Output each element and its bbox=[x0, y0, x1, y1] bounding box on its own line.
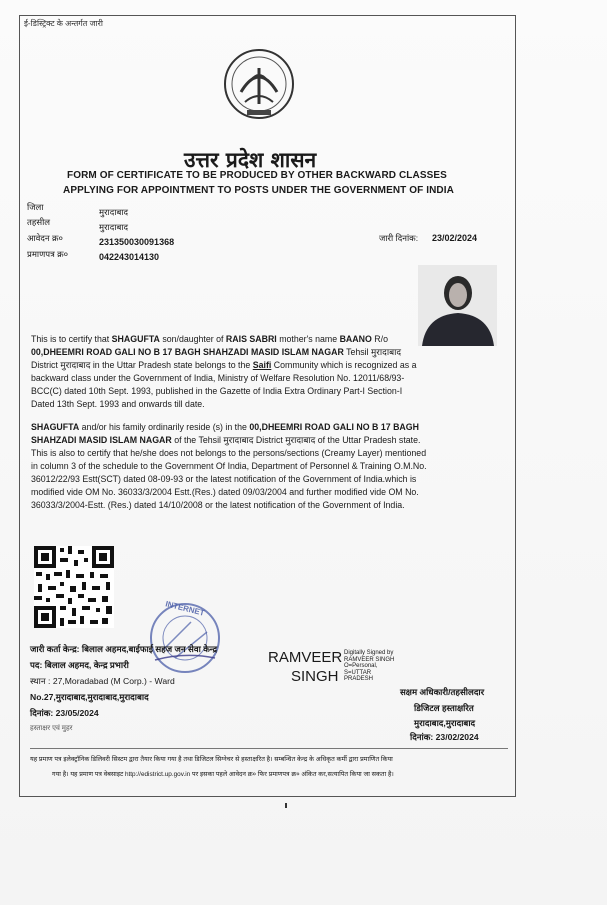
issuer-center: जारी कर्ता केन्द्र: बिलाल अहमद,बाईफाई सहज जन सेवा केन्द्र bbox=[30, 644, 218, 654]
body-line-3: District मुरादाबाद in the Uttar Pradesh state belongs to the Saifi Community which is recognized as a bbox=[31, 360, 417, 370]
issuer-sign-note: हस्ताक्षर एवं मुहर bbox=[30, 725, 73, 732]
district-value: मुरादाबाद bbox=[99, 207, 129, 217]
issue-date-value: 23/02/2024 bbox=[432, 233, 478, 243]
authority-place: मुरादाबाद,मुरादाबाद bbox=[414, 718, 476, 728]
body-line-9: This is also to certify that he/she does not belongs to the persons/sections (Creamy Layer) mentioned bbox=[31, 448, 427, 458]
digital-signature-details: Digitally Signed by RAMVEER SINGH O=Personal, S=UTTAR PRADESH bbox=[344, 650, 395, 682]
footer-line-2: गया है। यह प्रमाण पत्र वेबसाइट http://edistrict.up.gov.in पर इसका पहले आवेदन क्र० फिर प्रमाणपत्र क्र० अंकित कर,सत्यापित किया जा सकता है। bbox=[52, 771, 394, 778]
footer-divider bbox=[30, 748, 508, 749]
authority-date: दिनांक: 23/02/2024 bbox=[410, 732, 479, 742]
tehsil-value: मुरादाबाद bbox=[99, 222, 129, 232]
tehsil-label: तहसील bbox=[27, 217, 51, 227]
issuer-post: पद: बिलाल अहमद, केन्द्र प्रभारी bbox=[30, 660, 129, 670]
body-line-5: BCC(C) dated 10th Sept. 1993, published in the Gazette of India Extra Ordinary Part-I Section-I bbox=[31, 386, 403, 396]
body-line-4: backward class under the Government of India, Ministry of Welfare Resolution No. 12011/68/93- bbox=[31, 373, 405, 383]
body-line-7: SHAGUFTA and/or his family ordinarily reside (s) in the 00,DHEEMRI ROAD GALI NO B 17 BAGH bbox=[31, 422, 419, 432]
applicant-photo bbox=[418, 265, 497, 346]
signer-name-1: RAMVEER bbox=[268, 649, 343, 666]
qr-code-icon bbox=[34, 546, 114, 628]
body-line-10: in column 3 of the schedule to the Government Of India, Department of Personnel & Training O.M.No. bbox=[31, 461, 427, 471]
authority-role: सक्षम अधिकारी/तहसीलदार bbox=[400, 687, 485, 697]
district-label: जिला bbox=[27, 202, 44, 212]
certificate-label: प्रमाणपत्र क्र० bbox=[27, 249, 69, 259]
footer-line-1: यह प्रमाण पत्र इलेक्ट्रॉनिक डिलिवरी सिस्टम द्वारा तैयार किया गया है तथा डिजिटल सिग्नेचर से हस्ताक्षरित है। सम्बन्धित केन्द्र के अधिकृत कर्मी द्वारा प्रमाणित किया bbox=[30, 756, 393, 763]
seal-text: INTERNET bbox=[164, 599, 206, 618]
body-line-8: SHAHZADI MASID ISLAM NAGAR of the Tehsil मुरादाबाद District मुरादाबाद of the Uttar Pradesh state. bbox=[31, 435, 421, 445]
issuer-place-2: No.27,मुरादाबाद,मुरादाबाद,मुरादाबाद bbox=[30, 692, 149, 702]
issue-date-label: जारी दिनांक: bbox=[379, 233, 419, 243]
issuer-date: दिनांक: 23/05/2024 bbox=[30, 708, 99, 718]
body-line-11: 36012/22/93 Estt(SCT) dated 08-09-93 or the latest notification of the Government of India.which is bbox=[31, 474, 417, 484]
certificate-value: 042243014130 bbox=[99, 252, 160, 262]
top-note: ई-डिस्ट्रिक्ट के अन्तर्गत जारी bbox=[24, 19, 103, 28]
up-emblem-icon bbox=[221, 42, 297, 132]
form-title-line-2: APPLYING FOR APPOINTMENT TO POSTS UNDER THE GOVERNMENT OF INDIA bbox=[63, 185, 454, 196]
form-title-line-1: FORM OF CERTIFICATE TO BE PRODUCED BY OTHER BACKWARD CLASSES bbox=[67, 170, 447, 181]
body-line-13: 36033/3/2004-Estt. (Res.) dated 14/10/2008 or the latest notification of the Government of India. bbox=[31, 500, 405, 510]
page-mark bbox=[285, 803, 287, 808]
body-line-12: modified vide OM No. 36033/3/2004 Estt.(Res.) dated 09/03/2004 and further modified vide OM No. bbox=[31, 487, 419, 497]
issuer-place-1: स्थान : 27,Moradabad (M Corp.) - Ward bbox=[30, 676, 175, 686]
application-label: आवेदन क्र० bbox=[27, 233, 63, 243]
signer-name-2: SINGH bbox=[291, 668, 339, 685]
body-line-6: Dated 13th Sept. 1993 and onwards till date. bbox=[31, 399, 205, 409]
page-heading: उत्तर प्रदेश शासन bbox=[184, 147, 317, 172]
body-line-2: 00,DHEEMRI ROAD GALI NO B 17 BAGH SHAHZADI MASID ISLAM NAGAR Tehsil मुरादाबाद bbox=[31, 347, 402, 357]
body-line-1: This is to certify that SHAGUFTA son/daughter of RAIS SABRI mother's name BAANO R/o bbox=[31, 334, 388, 344]
application-value: 231350030091368 bbox=[99, 237, 175, 247]
authority-signature: डिजिटल हस्ताक्षरित bbox=[414, 703, 474, 713]
